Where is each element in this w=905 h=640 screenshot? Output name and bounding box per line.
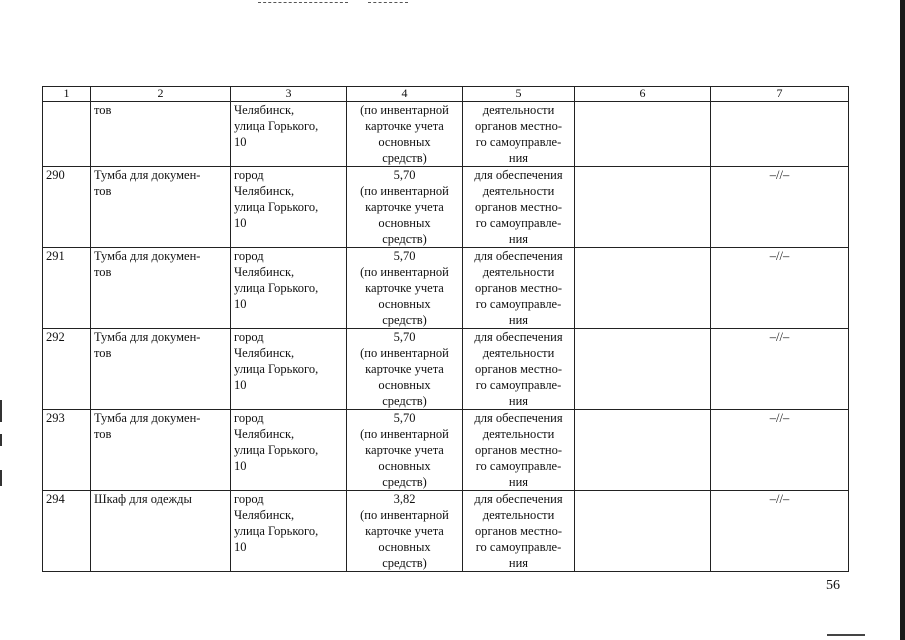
address-cell xyxy=(231,102,347,167)
text-line: Тумба для докумен- xyxy=(94,411,201,425)
header-cell: 4 xyxy=(347,87,463,102)
cost-cell xyxy=(347,410,463,491)
text-line: ния xyxy=(508,151,529,165)
text-line: Челябинск, xyxy=(234,346,295,360)
row-number-cell: 292 xyxy=(43,329,91,410)
item-name-cell xyxy=(91,102,231,167)
text-line: 10 xyxy=(234,459,247,473)
purpose-cell xyxy=(463,102,575,167)
purpose-cell xyxy=(463,491,575,572)
column-7-cell xyxy=(711,102,849,167)
text-line: город xyxy=(234,168,264,182)
item-name-cell xyxy=(91,167,231,248)
text-line: основных xyxy=(378,378,431,392)
text-line: органов местно- xyxy=(474,524,563,538)
text-line: органов местно- xyxy=(474,200,563,214)
text-line: основных xyxy=(378,216,431,230)
row-number-cell: 294 xyxy=(43,491,91,572)
text-line: средств) xyxy=(382,556,427,570)
item-name-cell xyxy=(91,248,231,329)
table-row xyxy=(43,248,849,329)
text-line: органов местно- xyxy=(474,281,563,295)
text-line: Челябинск, xyxy=(234,427,295,441)
text-line: карточке учета xyxy=(365,362,444,376)
row-number-cell: 291 xyxy=(43,248,91,329)
text-line: средств) xyxy=(382,313,427,327)
purpose-cell xyxy=(463,167,575,248)
header-cell: 6 xyxy=(575,87,711,102)
column-6-cell xyxy=(575,491,711,572)
header-cell: 3 xyxy=(231,87,347,102)
column-7-cell: –//– xyxy=(711,248,849,329)
text-line: основных xyxy=(378,459,431,473)
text-line: (по инвентарной xyxy=(360,346,449,360)
text-line: го самоуправле- xyxy=(475,216,562,230)
text-line: Челябинск, xyxy=(234,265,295,279)
header-cell: 5 xyxy=(463,87,575,102)
text-line: карточке учета xyxy=(365,524,444,538)
column-6-cell xyxy=(575,410,711,491)
text-line: органов местно- xyxy=(474,443,563,457)
purpose-cell xyxy=(463,410,575,491)
text-line: го самоуправле- xyxy=(475,378,562,392)
item-name-cell xyxy=(91,491,231,572)
text-line: (по инвентарной xyxy=(360,184,449,198)
text-line: органов местно- xyxy=(474,362,563,376)
table-row xyxy=(43,410,849,491)
scan-artifact xyxy=(258,2,348,3)
column-6-cell xyxy=(575,167,711,248)
cost-cell xyxy=(347,491,463,572)
text-line: 5,70 xyxy=(393,330,416,344)
text-line: 5,70 xyxy=(393,168,416,182)
continuation-row xyxy=(43,102,849,167)
text-line: основных xyxy=(378,135,431,149)
column-7-cell: –//– xyxy=(711,410,849,491)
address-cell xyxy=(231,329,347,410)
column-7-cell: –//– xyxy=(711,167,849,248)
header-row xyxy=(43,87,849,102)
text-line: Челябинск, xyxy=(234,103,295,117)
text-line: улица Горького, xyxy=(234,443,319,457)
text-line: ния xyxy=(508,394,529,408)
text-line: основных xyxy=(378,540,431,554)
text-line: 5,70 xyxy=(393,411,416,425)
scan-artifact xyxy=(0,400,2,422)
text-line: (по инвентарной xyxy=(360,427,449,441)
row-number-cell xyxy=(43,102,91,167)
text-line: улица Горького, xyxy=(234,362,319,376)
scan-artifact xyxy=(827,634,865,636)
text-line: деятельности xyxy=(482,346,555,360)
scan-artifact xyxy=(0,434,2,446)
scan-artifact xyxy=(368,2,408,3)
text-line: 5,70 xyxy=(393,249,416,263)
row-number-cell: 290 xyxy=(43,167,91,248)
text-line: Тумба для докумен- xyxy=(94,168,201,182)
text-line: тов xyxy=(94,346,112,360)
address-cell xyxy=(231,248,347,329)
text-line: Шкаф для одежды xyxy=(94,492,192,506)
header-cell: 2 xyxy=(91,87,231,102)
text-line: органов местно- xyxy=(474,119,563,133)
column-6-cell xyxy=(575,329,711,410)
text-line: город xyxy=(234,492,264,506)
text-line: деятельности xyxy=(482,508,555,522)
row-number-cell: 293 xyxy=(43,410,91,491)
purpose-cell xyxy=(463,248,575,329)
text-line: улица Горького, xyxy=(234,200,319,214)
cost-cell xyxy=(347,329,463,410)
table-row xyxy=(43,329,849,410)
text-line: деятельности xyxy=(482,184,555,198)
text-line: 10 xyxy=(234,135,247,149)
text-line: деятельности xyxy=(482,103,555,117)
item-name-cell xyxy=(91,329,231,410)
text-line: улица Горького, xyxy=(234,281,319,295)
text-line: ния xyxy=(508,556,529,570)
text-line: го самоуправле- xyxy=(475,540,562,554)
text-line: Тумба для докумен- xyxy=(94,330,201,344)
address-cell xyxy=(231,491,347,572)
inventory-table xyxy=(42,86,849,572)
cost-cell xyxy=(347,102,463,167)
text-line: ния xyxy=(508,232,529,246)
text-line: го самоуправле- xyxy=(475,135,562,149)
text-line: город xyxy=(234,249,264,263)
scan-edge xyxy=(900,0,905,640)
text-line: карточке учета xyxy=(365,119,444,133)
header-cell: 1 xyxy=(43,87,91,102)
text-line: ния xyxy=(508,475,529,489)
text-line: 10 xyxy=(234,297,247,311)
text-line: карточке учета xyxy=(365,443,444,457)
address-cell xyxy=(231,410,347,491)
purpose-cell xyxy=(463,329,575,410)
text-line: тов xyxy=(94,184,112,198)
text-line: деятельности xyxy=(482,427,555,441)
text-line: Тумба для докумен- xyxy=(94,249,201,263)
text-line: для обеспечения xyxy=(474,411,563,425)
column-7-cell: –//– xyxy=(711,329,849,410)
text-line: 10 xyxy=(234,378,247,392)
text-line: го самоуправле- xyxy=(475,297,562,311)
text-line: тов xyxy=(94,265,112,279)
cost-cell xyxy=(347,167,463,248)
text-line: ния xyxy=(508,313,529,327)
text-line: для обеспечения xyxy=(474,492,563,506)
text-line: улица Горького, xyxy=(234,524,319,538)
header-cell: 7 xyxy=(711,87,849,102)
text-line: Челябинск, xyxy=(234,184,295,198)
text-line: средств) xyxy=(382,394,427,408)
address-cell xyxy=(231,167,347,248)
text-line: улица Горького, xyxy=(234,119,319,133)
text-line: 10 xyxy=(234,216,247,230)
text-line: для обеспечения xyxy=(474,168,563,182)
text-line: город xyxy=(234,330,264,344)
column-6-cell xyxy=(575,248,711,329)
column-6-cell xyxy=(575,102,711,167)
item-name-cell xyxy=(91,410,231,491)
text-line: тов xyxy=(94,103,112,117)
text-line: деятельности xyxy=(482,265,555,279)
text-line: для обеспечения xyxy=(474,249,563,263)
text-line: 10 xyxy=(234,540,247,554)
text-line: средств) xyxy=(382,232,427,246)
text-line: средств) xyxy=(382,151,427,165)
text-line: карточке учета xyxy=(365,281,444,295)
table-row xyxy=(43,491,849,572)
text-line: 3,82 xyxy=(393,492,416,506)
text-line: го самоуправле- xyxy=(475,459,562,473)
text-line: (по инвентарной xyxy=(360,103,449,117)
text-line: для обеспечения xyxy=(474,330,563,344)
text-line: (по инвентарной xyxy=(360,265,449,279)
text-line: карточке учета xyxy=(365,200,444,214)
text-line: (по инвентарной xyxy=(360,508,449,522)
table-row xyxy=(43,167,849,248)
text-line: Челябинск, xyxy=(234,508,295,522)
scan-artifact xyxy=(0,470,2,486)
column-7-cell: –//– xyxy=(711,491,849,572)
text-line: основных xyxy=(378,297,431,311)
text-line: город xyxy=(234,411,264,425)
text-line: средств) xyxy=(382,475,427,489)
text-line: тов xyxy=(94,427,112,441)
cost-cell xyxy=(347,248,463,329)
page-number: 56 xyxy=(826,578,840,593)
